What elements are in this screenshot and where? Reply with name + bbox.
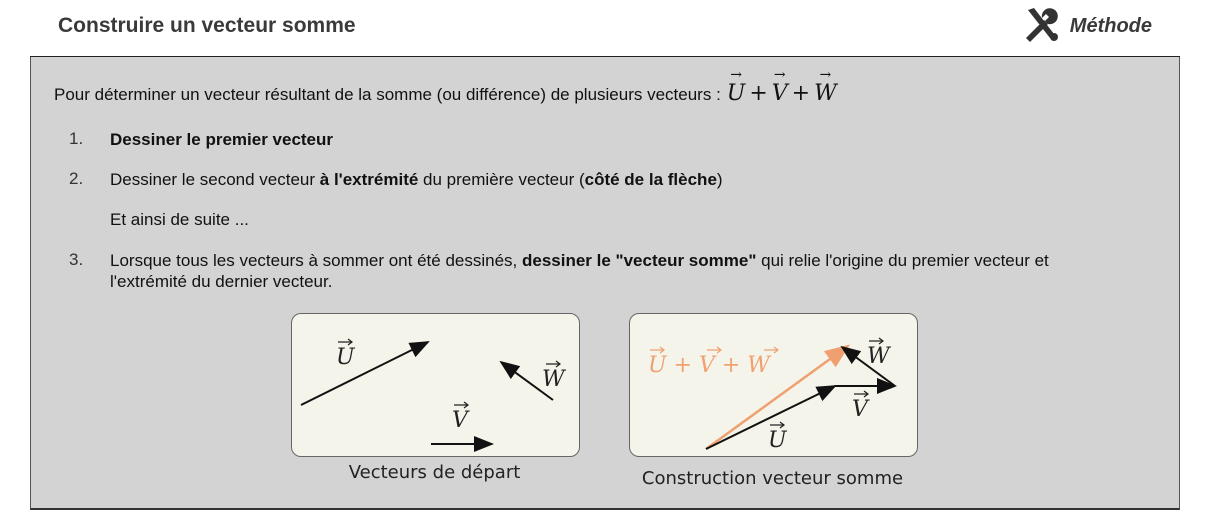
intro-line bbox=[54, 81, 837, 106]
figure-starting-vectors bbox=[291, 313, 580, 457]
method-box: Pour déterminer un vecteur résultant de la somme (ou différence) de plusieurs vecteurs : → U +→ V +→ W 1. Dessiner le premier vecteur 2. Dessiner le second vecteur à l'extrémité du première vecteur (côté de la flèche) Et ainsi de suite ... 3. Lorsque tous les vecteurs à sommer ont été dessinés, dessiner le "vecteur somme" qui relie l'origine du premier vecteur et l'extrémité du dernier vecteur. U V W Vecteurs de départ U V W U + V + W Construction vecteur somme bbox=[30, 57, 1180, 510]
sum-construction-diagram bbox=[630, 314, 917, 456]
vector-u: → U bbox=[727, 81, 746, 106]
step-note-text: Et ainsi de suite ... bbox=[110, 210, 249, 229]
label-v: V bbox=[452, 408, 468, 433]
label-u: U bbox=[336, 345, 355, 370]
starting-vectors-diagram bbox=[292, 314, 579, 456]
vector-v: → V bbox=[772, 81, 788, 106]
vector-u-arrow bbox=[301, 342, 428, 405]
label-sum: U + V + W bbox=[648, 353, 770, 378]
vector-w: → W bbox=[814, 81, 837, 106]
step-1-bold: Dessiner le premier vecteur bbox=[110, 130, 334, 149]
intro-text: Pour déterminer un vecteur résultant de la somme (ou différence) de plusieurs vecteurs : bbox=[54, 85, 721, 104]
step-number: 3. bbox=[69, 250, 84, 269]
wrench-screwdriver-icon bbox=[1020, 4, 1062, 49]
label-v: V bbox=[852, 397, 868, 422]
label-w: W bbox=[867, 344, 890, 369]
caption-sum-construction: Construction vecteur somme bbox=[641, 468, 904, 489]
step-number: 1. bbox=[69, 129, 84, 148]
vector-sum-formula: → U +→ V +→ W bbox=[727, 81, 837, 106]
label-u: U bbox=[768, 428, 787, 453]
step-number: 2. bbox=[69, 169, 84, 188]
label-w: W bbox=[542, 367, 565, 392]
caption-starting-vectors: Vecteurs de départ bbox=[348, 462, 521, 483]
figure-sum-construction bbox=[629, 313, 918, 457]
method-header bbox=[30, 0, 1180, 58]
method-tag bbox=[1020, 6, 1152, 46]
method-label: Méthode bbox=[1069, 14, 1152, 37]
page-title: Construire un vecteur somme bbox=[58, 14, 356, 37]
